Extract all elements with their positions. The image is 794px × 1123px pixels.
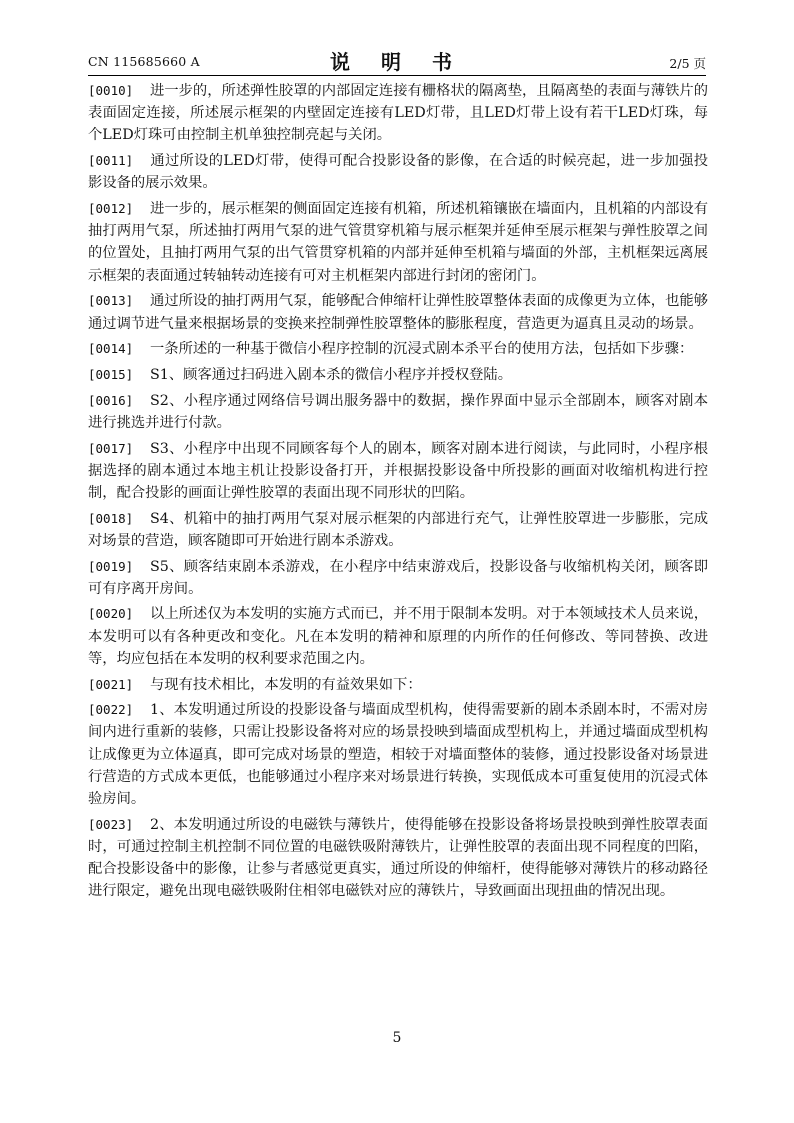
- paragraph-text: S4、机箱中的抽打两用气泵对展示框架的内部进行充气，让弹性胶罩进一步膨胀，完成对场景的营造，顾客随即可开始进行剧本杀游戏。: [88, 510, 708, 549]
- paragraph-number: [0012]: [88, 201, 134, 217]
- paragraph-number: [0021]: [88, 676, 134, 692]
- paragraph-text: 1、本发明通过所设的投影设备与墙面成型机构，使得需要新的剧本杀剧本时，不需对房间内进行重新的装修，只需让投影设备将对应的场景投映到墙面成型机构上，并通过墙面成型机构让成像更为立体逼真，即可完成对场景的塑造，相较于对墙面整体的装修，通过投影设备对场景进行营造的方式成本更低，也能够通过小程序来对场景进行转换，实现低成本可重复使用的沉浸式体验房间。: [88, 702, 708, 808]
- header-rule: [88, 75, 706, 76]
- paragraph-number: [0016]: [88, 392, 134, 408]
- paragraph-text: S1、顾客通过扫码进入剧本杀的微信小程序并授权登陆。: [150, 366, 513, 383]
- paragraph-0010: [88, 80, 708, 147]
- paragraph-text: 以上所述仅为本发明的实施方式而已，并不用于限制本发明。对于本领域技术人员来说，本发明可以有各种更改和变化。凡在本发明的精神和原理的内所作的任何修改、等同替换、改进等，均应包括在本发明的权利要求范围之内。: [88, 606, 708, 667]
- paragraph-0021: [88, 674, 708, 696]
- paragraph-text: S3、小程序中出现不同顾客每个人的剧本，顾客对剧本进行阅读，与此同时，小程序根据选择的剧本通过本地主机让投影设备打开，并根据投影设备中所投影的画面对收缩机构进行控制，配合投影的画面让弹性胶罩的表面出现不同形状的凹陷。: [88, 440, 708, 501]
- paragraph-number: [0023]: [88, 816, 134, 832]
- paragraph-text: 进一步的，所述弹性胶罩的内部固定连接有栅格状的隔离垫，且隔离垫的表面与薄铁片的表面固定连接，所述展示框架的内壁固定连接有LED灯带，且LED灯带上设有若干LED灯珠，每个LED灯珠可由控制主机单独控制亮起与关闭。: [88, 83, 708, 144]
- paragraph-0011: [88, 150, 708, 194]
- paragraph-0014: [88, 338, 708, 360]
- paragraph-number: [0010]: [88, 83, 134, 98]
- paragraph-text: 2、本发明通过所设的电磁铁与薄铁片，使得能够在投影设备将场景投映到弹性胶罩表面时，可通过控制主机控制不同位置的电磁铁吸附薄铁片，让弹性胶罩的表面出现不同程度的凹陷，配合投影设备中的影像，让参与者感觉更真实，通过所设的伸缩杆，使得能够对薄铁片的移动路径进行限定，避免出现电磁铁吸附住相邻电磁铁对应的薄铁片，导致画面出现扭曲的情况出现。: [88, 816, 708, 900]
- paragraph-0023: [88, 814, 708, 903]
- page-header: [88, 46, 706, 72]
- paragraph-number: [0015]: [88, 366, 134, 382]
- paragraph-0016: [88, 390, 708, 434]
- paragraph-0020: [88, 603, 708, 670]
- page-indicator: 2/5 页: [669, 56, 706, 71]
- paragraph-text: 通过所设的抽打两用气泵，能够配合伸缩杆让弹性胶罩整体表面的成像更为立体，也能够通过调节进气量来根据场景的变换来控制弹性胶罩整体的膨胀程度，营造更为逼真且灵动的场景。: [88, 293, 708, 332]
- paragraph-text: S2、小程序通过网络信号调出服务器中的数据，操作界面中显示全部剧本，顾客对剧本进行挑选并进行付款。: [88, 392, 708, 431]
- paragraph-number: [0014]: [88, 341, 134, 357]
- paragraph-number: [0022]: [88, 702, 134, 718]
- paragraph-number: [0019]: [88, 558, 134, 574]
- paragraph-0012: [88, 198, 708, 287]
- paragraph-0015: [88, 364, 708, 386]
- paragraph-text: S5、顾客结束剧本杀游戏，在小程序中结束游戏后，投影设备与收缩机构关闭，顾客即可有序离开房间。: [88, 558, 708, 597]
- paragraph-text: 进一步的，展示框架的侧面固定连接有机箱，所述机箱镶嵌在墙面内，且机箱的内部设有抽打两用气泵，所述抽打两用气泵的进气管贯穿机箱与展示框架并延伸至展示框架与弹性胶罩之间的位置处，且抽打两用气泵的出气管贯穿机箱的内部并延伸至机箱与墙面的外部，主机框架远离展示框架的表面通过转轴转动连接有可对主机框架内部进行封闭的密闭门。: [88, 201, 708, 284]
- paragraph-number: [0017]: [88, 440, 134, 456]
- document-title: 说 明 书: [330, 50, 464, 74]
- paragraph-0019: [88, 556, 708, 600]
- paragraph-0013: [88, 290, 708, 334]
- paragraph-0022: [88, 699, 708, 810]
- paragraph-number: [0020]: [88, 606, 134, 622]
- paragraph-number: [0011]: [88, 153, 134, 169]
- paragraph-text: 与现有技术相比，本发明的有益效果如下：: [150, 676, 422, 693]
- paragraph-text: 通过所设的LED灯带，使得可配合投影设备的影像，在合适的时候亮起，进一步加强投影设备的展示效果。: [88, 153, 708, 192]
- paragraph-text: 一条所述的一种基于微信小程序控制的沉浸式剧本杀平台的使用方法，包括如下步骤：: [150, 341, 694, 358]
- document-body: [88, 80, 708, 906]
- publication-number: CN 115685660 A: [88, 54, 200, 69]
- paragraph-number: [0018]: [88, 510, 134, 526]
- page-number: 5: [392, 1030, 402, 1046]
- paragraph-0018: [88, 508, 708, 552]
- paragraph-number: [0013]: [88, 293, 134, 309]
- paragraph-0017: [88, 438, 708, 505]
